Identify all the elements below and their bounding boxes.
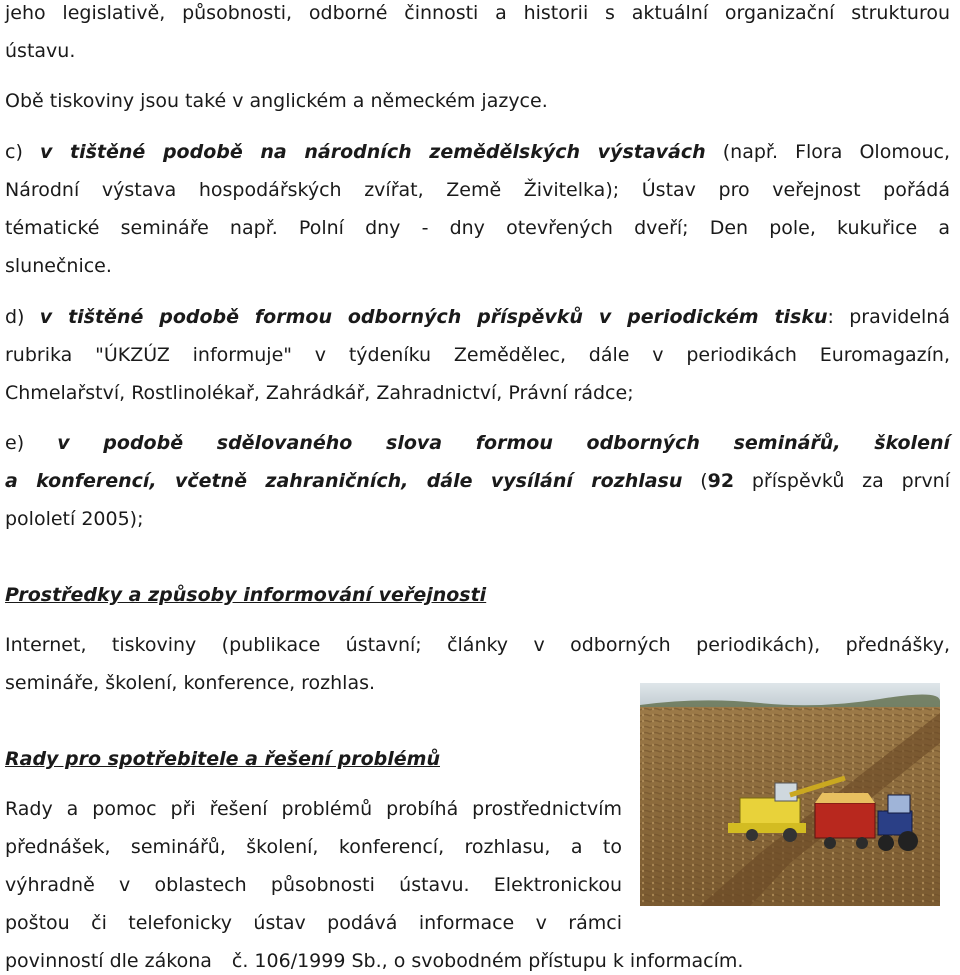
para-d-emphasis: v tištěné podobě formou odborných příspěvků v periodickém tisku — [39, 306, 828, 328]
para-e-line-3: pololetí 2005); — [5, 508, 144, 530]
para-e-line-1 — [5, 430, 950, 456]
para-d-line-2: rubrika "ÚKZÚZ informuje" v týdeníku Zemědělec, dále v periodikách Euromagazín, — [5, 344, 950, 366]
harvest-photo-icon — [640, 683, 940, 906]
para-e-count: 92 — [707, 470, 735, 492]
para-d-rest: : pravidelná — [827, 306, 950, 328]
para-d-line-1 — [5, 304, 950, 330]
para-advice-line-2: přednášek, seminářů, školení, konferencí, rozhlasu, a to — [5, 836, 622, 858]
para-e-paren: ( — [700, 470, 708, 492]
para-e-rest: příspěvků za první — [751, 470, 951, 492]
para-e-line-2 — [5, 468, 950, 494]
harvest-photo — [640, 683, 940, 906]
para-c-prefix: c) — [5, 141, 23, 163]
para-advice-line-5a: povinností dle zákona — [5, 950, 212, 972]
para-c-rest: (např. Flora Olomouc, — [722, 141, 950, 163]
para-top-line-2: ústavu. — [5, 40, 76, 62]
para-advice-line-1: Rady a pomoc při řešení problémů probíhá prostřednictvím — [5, 798, 622, 820]
para-lang: Obě tiskoviny jsou také v anglickém a německém jazyce. — [5, 90, 548, 112]
para-advice-line-5 — [5, 948, 743, 974]
para-d-line-3: Chmelařství, Rostlinolékař, Zahrádkář, Zahradnictví, Právní rádce; — [5, 382, 634, 404]
para-top-line-1: jeho legislativě, působnosti, odborné činnosti a historii s aktuální organizační strukturou — [5, 2, 950, 24]
heading-advice: Rady pro spotřebitele a řešení problémů — [5, 748, 440, 770]
para-d-prefix: d) — [5, 306, 25, 328]
para-c-line-2: Národní výstava hospodářských zvířat, Země Živitelka); Ústav pro veřejnost pořádá — [5, 179, 950, 201]
para-advice-line-3: výhradně v oblastech působnosti ústavu. Elektronickou — [5, 874, 622, 896]
para-e-emphasis-1: v podobě sdělovaného slova formou odborných seminářů, školení — [57, 432, 950, 454]
para-advice-line-4: poštou či telefonicky ústav podává informace v rámci — [5, 912, 622, 934]
para-advice-line-5b: č. 106/1999 Sb., o svobodném přístupu k informacím. — [231, 950, 744, 972]
heading-means: Prostředky a způsoby informování veřejnosti — [5, 584, 487, 606]
para-c-line-3: tématické semináře např. Polní dny - dny otevřených dveří; Den pole, kukuřice a — [5, 217, 950, 239]
para-c-emphasis: v tištěné podobě na národních zemědělských výstavách — [39, 141, 706, 163]
para-e-prefix: e) — [5, 432, 25, 454]
para-means-line-1: Internet, tiskoviny (publikace ústavní; články v odborných periodikách), přednášky, — [5, 634, 950, 656]
para-c-line-4: slunečnice. — [5, 255, 112, 277]
para-means-line-2: semináře, školení, konference, rozhlas. — [5, 672, 376, 694]
para-e-emphasis-2: a konferencí, včetně zahraničních, dále vysílání rozhlasu — [5, 470, 683, 492]
para-c-line-1 — [5, 139, 950, 165]
